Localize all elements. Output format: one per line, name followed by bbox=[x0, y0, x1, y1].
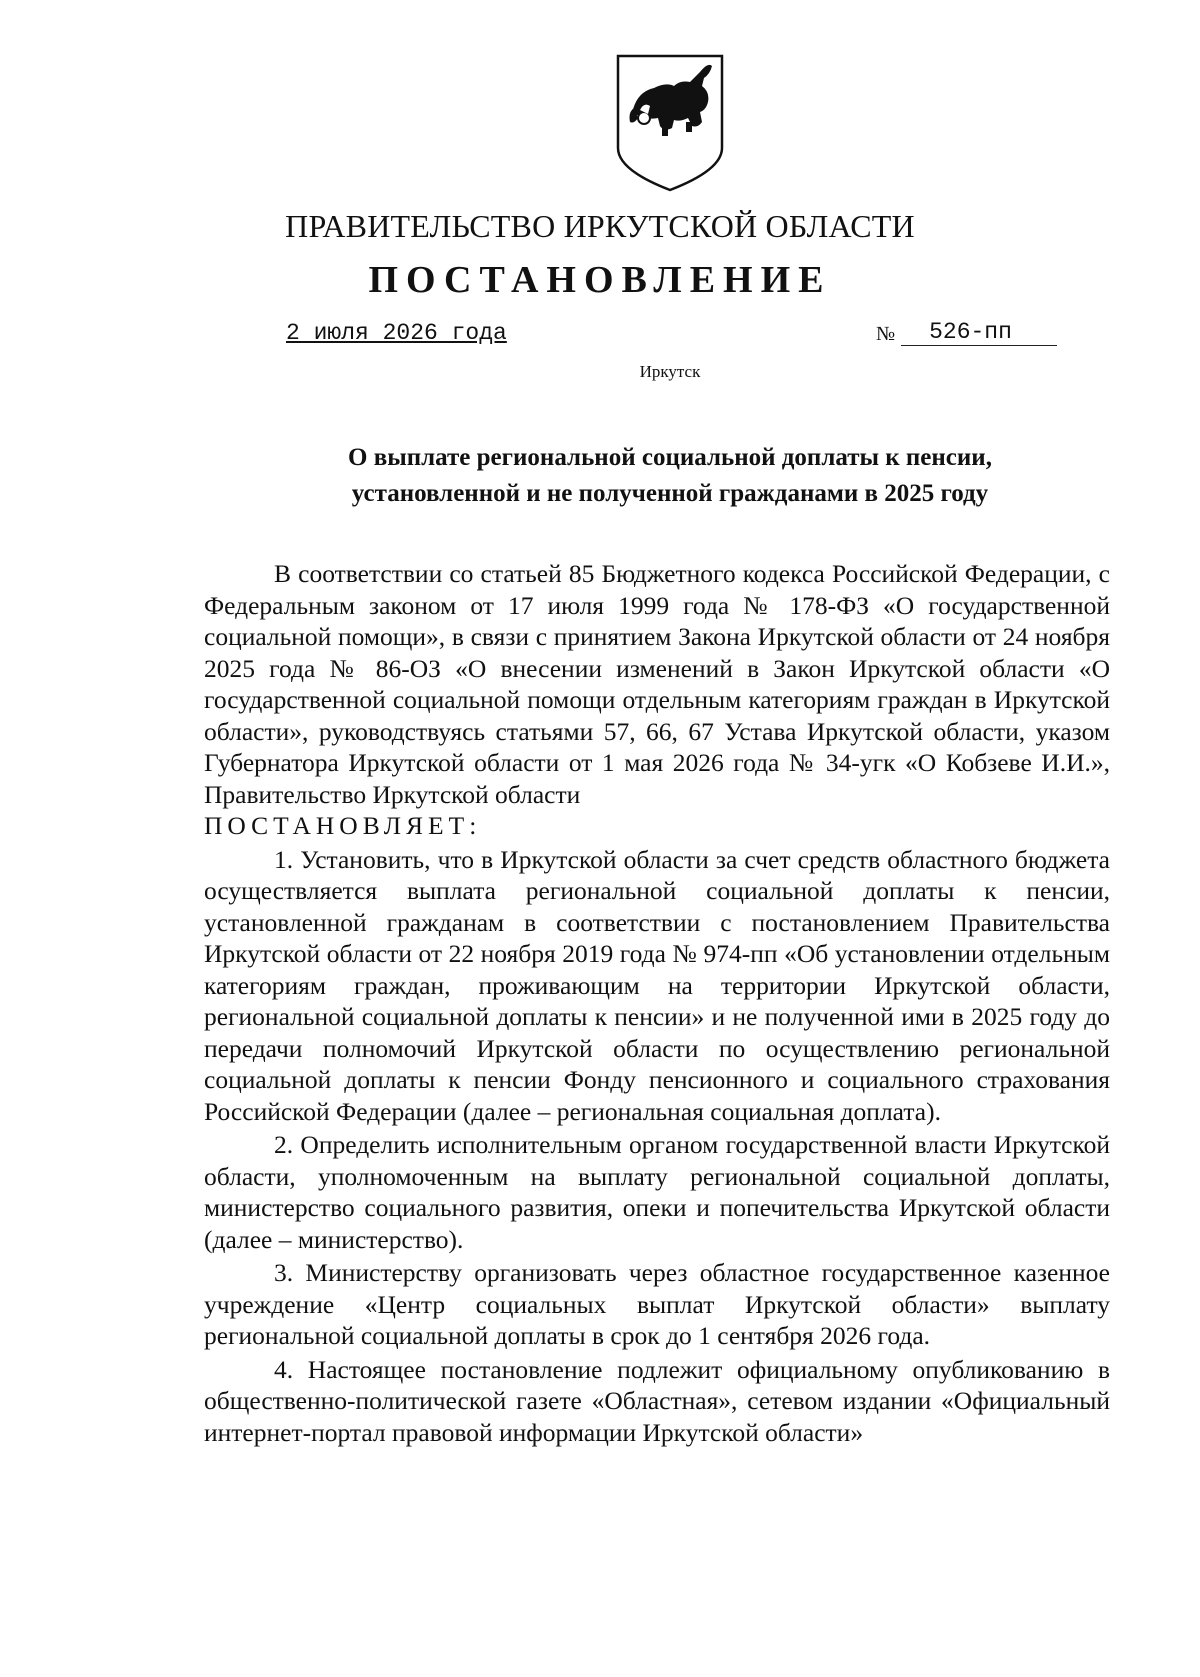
irkutsk-coat-of-arms-icon bbox=[614, 52, 726, 194]
point-1: 1. Установить, что в Иркутской области за счет средств областного бюджета осуществляется выплата региональной социальной доплаты к пенсии, установленной гражданам в соответствии с постановлением Правительства Иркутской области от 22 ноября 2019 года № 974-пп «Об установлении отдельным категориям граждан, проживающим на территории Иркутской области, региональной социальной доплаты к пенсии» и не полученной ими в 2025 году до передачи полномочий Иркутской области по осуществлению региональной социальной доплаты к пенсии Фонду пенсионного и социального страхования Российской Федерации (далее – региональная социальная доплата). bbox=[204, 844, 1110, 1126]
subject-line-1: О выплате региональной социальной доплаты к пенсии, bbox=[348, 444, 992, 471]
government-title: ПРАВИТЕЛЬСТВО ИРКУТСКОЙ ОБЛАСТИ bbox=[285, 208, 915, 244]
document-body bbox=[204, 558, 1110, 1448]
document-date: 2 июля 2026 года bbox=[286, 320, 507, 346]
point-3: 3. Министерству организовать через областное государственное казенное учреждение «Центр социальных выплат Иркутской области» выплату региональной социальной доплаты в срок до 1 сентября 2026 года. bbox=[204, 1258, 1110, 1350]
preamble: В соответствии со статьей 85 Бюджетного кодекса Российской Федерации, с Федеральным законом от 17 июля 1999 года № 178-ФЗ «О государственной социальной помощи», в связи с принятием Закона Иркутской области от 24 ноября 2025 года № 86-ОЗ «О внесении изменений в Закон Иркутской области «О государственной социальной помощи отдельным категориям граждан в Иркутской области», руководствуясь статьями 57, 66, 67 Устава Иркутской области, указом Губернатора Иркутской области от 1 мая 2026 года № 34-угк «О Кобзеве И.И.», Правительство Иркутской области bbox=[204, 559, 1110, 809]
document-type: ПОСТАНОВЛЕНИЕ bbox=[368, 259, 832, 301]
point-2: 2. Определить исполнительным органом государственной власти Иркутской области, уполномоченным на выплату региональной социальной доплаты, министерство социального развития, опеки и попечительства Иркутской области (далее – министерство). bbox=[204, 1130, 1110, 1254]
point-4: 4. Настоящее постановление подлежит официальному опубликованию в общественно-политической газете «Областная», сетевом издании «Официальный интернет-портал правовой информации Иркутской области» bbox=[204, 1354, 1110, 1447]
document-subject bbox=[200, 440, 1140, 512]
decree-word: ПОСТАНОВЛЯЕТ: bbox=[204, 811, 482, 840]
number-value: 526-пп bbox=[901, 319, 1057, 346]
coat-of-arms bbox=[614, 52, 726, 194]
document-number bbox=[876, 318, 1057, 346]
city: Иркутск bbox=[639, 362, 701, 381]
subject-line-2: установленной и не полученной гражданами в 2025 году bbox=[351, 480, 989, 507]
number-sign: № bbox=[876, 323, 896, 345]
